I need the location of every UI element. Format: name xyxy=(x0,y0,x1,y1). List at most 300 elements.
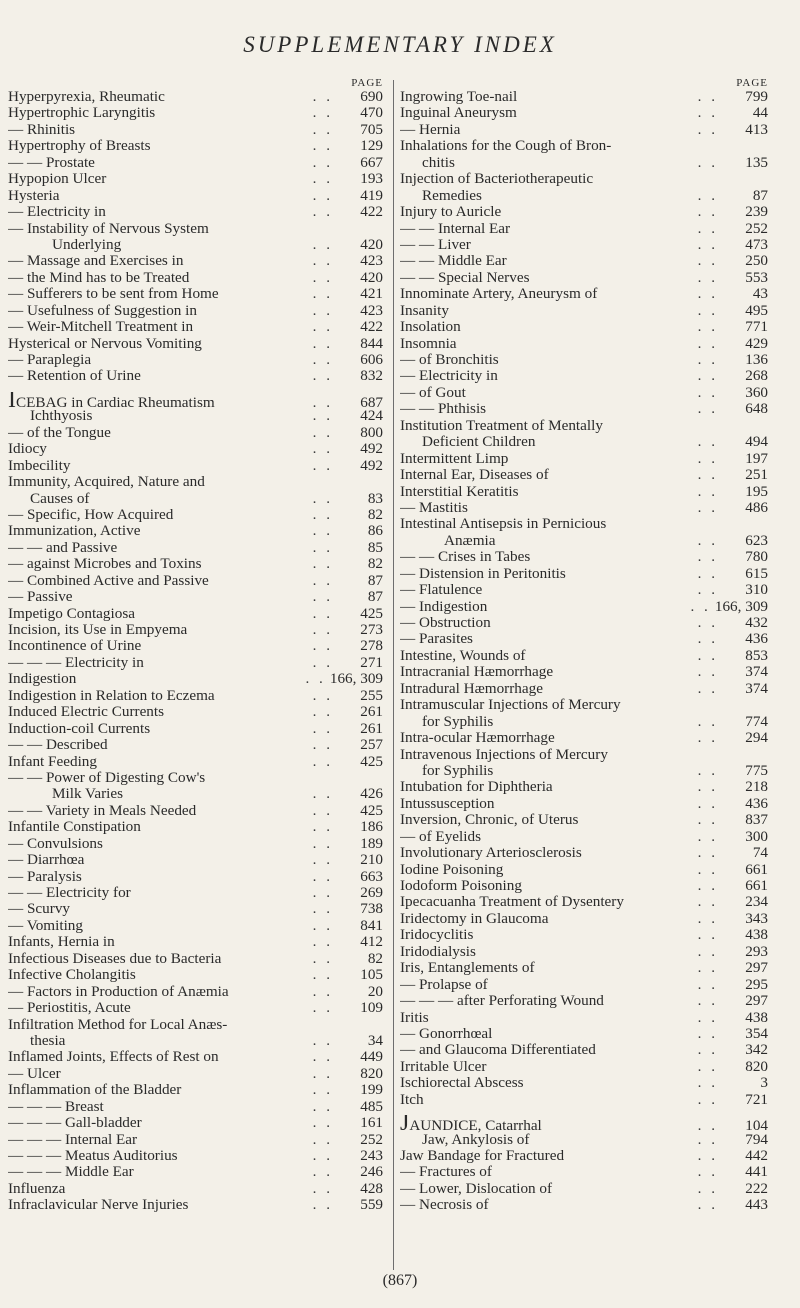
leader-dots: . . xyxy=(312,1048,333,1066)
entry-page: 85 xyxy=(367,538,383,556)
leader-dots: . . xyxy=(697,1179,718,1197)
index-entry xyxy=(8,885,385,901)
index-entry xyxy=(400,467,770,483)
entry-term: Underlying xyxy=(52,236,122,253)
left-column xyxy=(8,77,385,1214)
index-entry xyxy=(400,221,770,237)
entry-term: — the Mind has to be Treated xyxy=(8,269,190,286)
leader-dots: . . xyxy=(312,752,333,770)
entry-page: 661 xyxy=(745,860,768,878)
entry-term: Causes of xyxy=(30,490,90,507)
index-entry xyxy=(400,500,770,516)
entry-term: Inflammation of the Bladder xyxy=(8,1082,182,1099)
entry-page: 820 xyxy=(745,1057,768,1075)
entry-term: — — — Middle Ear xyxy=(8,1164,134,1181)
entry-term: Remedies xyxy=(422,187,482,204)
leader-dots: . . xyxy=(697,679,718,697)
entry-page: 252 xyxy=(360,1130,383,1148)
index-entry xyxy=(400,944,770,960)
index-entry xyxy=(8,221,385,237)
leader-dots: . . xyxy=(697,203,718,221)
index-entry xyxy=(8,155,385,171)
leader-dots: . . xyxy=(312,736,333,754)
entry-term: Iris, Entanglements of xyxy=(400,960,535,977)
entry-term: Intestinal Antisepsis in Pernicious xyxy=(400,516,607,533)
entry-term: — Parasites xyxy=(400,631,473,648)
leader-dots: . . xyxy=(697,1117,718,1135)
entry-page: 423 xyxy=(360,252,383,270)
entry-page: 423 xyxy=(360,301,383,319)
index-entry xyxy=(8,458,385,474)
entry-term: Irritable Ulcer xyxy=(400,1058,487,1075)
leader-dots: . . xyxy=(697,794,718,812)
entry-term: — Electricity in xyxy=(8,204,106,221)
leader-dots: . . xyxy=(312,588,333,606)
leader-dots: . . xyxy=(312,1147,333,1164)
leader-dots: . . xyxy=(312,456,333,474)
index-entry xyxy=(400,697,770,713)
entry-term: — Fractures of xyxy=(400,1164,492,1181)
index-entry xyxy=(8,352,385,368)
entry-term: Infectious Diseases due to Bacteria xyxy=(8,950,222,967)
index-entry xyxy=(8,138,385,154)
entry-term: Involutionary Arteriosclerosis xyxy=(400,845,582,862)
entry-term: Injection of Bacteriotherapeutic xyxy=(400,171,594,188)
index-entry xyxy=(8,967,385,983)
leader-dots: . . xyxy=(697,1008,718,1026)
leader-dots: . . xyxy=(697,433,718,451)
index-entry xyxy=(8,408,385,424)
entry-term: Iritis xyxy=(400,1009,429,1026)
entry-page: 360 xyxy=(745,383,768,401)
index-entry xyxy=(8,688,385,704)
entry-term: Ischiorectal Abscess xyxy=(400,1075,524,1092)
entry-page: 239 xyxy=(745,203,768,221)
entry-term: Hyperpyrexia, Rheumatic xyxy=(8,89,165,105)
index-entry xyxy=(400,829,770,845)
leader-dots: . . xyxy=(697,975,718,993)
entry-page: 841 xyxy=(360,916,383,934)
leader-dots: . . xyxy=(312,367,333,385)
leader-dots: . . xyxy=(697,1130,718,1148)
entry-term: — — Middle Ear xyxy=(400,253,507,270)
index-entry xyxy=(400,303,770,319)
entry-term: chitis xyxy=(422,154,455,171)
index-entry xyxy=(8,704,385,720)
entry-term: thesia xyxy=(30,1032,66,1049)
leader-dots: . . xyxy=(697,778,718,796)
entry-term: Inhalations for the Cough of Bron- xyxy=(400,138,612,155)
index-entry xyxy=(8,819,385,835)
entry-term: Infraclavicular Nerve Injuries xyxy=(8,1197,189,1214)
entry-page: 623 xyxy=(745,531,768,549)
entry-term: — Obstruction xyxy=(400,615,491,631)
index-entry xyxy=(400,714,770,730)
entry-page: 104 xyxy=(745,1117,768,1135)
entry-page: 705 xyxy=(360,120,383,138)
index-entry xyxy=(400,270,770,286)
entry-page: 129 xyxy=(360,137,383,155)
entry-page: 34 xyxy=(367,1031,383,1049)
entry-term: Infants, Hernia in xyxy=(8,934,115,951)
leader-dots: . . xyxy=(697,1057,718,1075)
entry-term: — — — Internal Ear xyxy=(8,1131,138,1148)
leader-dots: . . xyxy=(312,686,333,704)
leader-dots: . . xyxy=(312,1114,333,1132)
entry-page: 721 xyxy=(745,1090,768,1108)
entry-term: Inflamed Joints, Effects of Rest on xyxy=(8,1049,219,1066)
leader-dots: . . xyxy=(697,153,718,171)
entry-page: 343 xyxy=(745,909,768,927)
entry-term: — Necrosis of xyxy=(400,1197,489,1214)
index-entry xyxy=(400,894,770,910)
leader-dots: . . xyxy=(697,482,718,500)
leader-dots: . . xyxy=(312,318,333,336)
leader-dots: . . xyxy=(697,614,718,631)
leader-dots: . . xyxy=(697,548,718,566)
entry-page: 844 xyxy=(360,334,383,352)
entry-page: 438 xyxy=(745,1008,768,1026)
entry-page: 422 xyxy=(360,318,383,336)
entry-term: Inguinal Aneurysm xyxy=(400,105,517,122)
index-entry xyxy=(400,237,770,253)
entry-page: 3 xyxy=(760,1074,768,1092)
leader-dots: . . xyxy=(312,489,333,507)
index-entry xyxy=(400,336,770,352)
index-entry xyxy=(8,852,385,868)
index-entry xyxy=(8,1017,385,1033)
entry-term: Institution Treatment of Mentally xyxy=(400,417,603,434)
leader-dots: . . xyxy=(312,1081,333,1099)
entry-page: 663 xyxy=(360,867,383,885)
index-entry xyxy=(400,401,770,417)
entry-page: 310 xyxy=(745,581,768,599)
leader-dots: . . xyxy=(697,959,718,977)
entry-page: 269 xyxy=(360,884,383,901)
entry-page: 775 xyxy=(745,761,768,779)
entry-page: 441 xyxy=(745,1163,768,1181)
index-entry xyxy=(400,253,770,269)
leader-dots: . . xyxy=(312,351,333,368)
entry-page: 136 xyxy=(745,351,768,368)
entry-page: 250 xyxy=(745,252,768,270)
leader-dots: . . xyxy=(312,801,333,819)
leader-dots: . . xyxy=(697,88,718,105)
entry-page: 255 xyxy=(360,686,383,704)
entry-page: 853 xyxy=(745,646,768,664)
index-entry xyxy=(8,786,385,802)
entry-page: 105 xyxy=(360,966,383,984)
entry-term: — Prolapse of xyxy=(400,976,488,993)
page-column-heading: PAGE xyxy=(351,77,383,89)
entry-term: — Diarrhœa xyxy=(8,852,85,869)
leader-dots: . . xyxy=(690,597,711,615)
entry-page: 193 xyxy=(360,170,383,188)
entry-term: Infiltration Method for Local Anæs- xyxy=(8,1016,228,1033)
entry-page: 268 xyxy=(745,367,768,385)
entry-term: Hypopion Ulcer xyxy=(8,171,107,188)
entry-page: 413 xyxy=(745,120,768,138)
index-entry xyxy=(400,1010,770,1026)
leader-dots: . . xyxy=(312,268,333,286)
index-entry xyxy=(400,204,770,220)
entry-term: Infant Feeding xyxy=(8,753,97,770)
entry-page: 222 xyxy=(745,1179,768,1197)
leader-dots: . . xyxy=(697,564,718,582)
entry-page: 197 xyxy=(745,449,768,467)
index-entry xyxy=(8,934,385,950)
index-entry xyxy=(8,286,385,302)
index-entry xyxy=(400,1164,770,1180)
index-entry xyxy=(400,89,770,105)
entry-page: 425 xyxy=(360,801,383,819)
entry-page: 354 xyxy=(745,1024,768,1042)
entry-term: Anæmia xyxy=(444,532,496,549)
index-entry xyxy=(8,836,385,852)
index-entry xyxy=(8,573,385,589)
entry-page: 690 xyxy=(360,88,383,105)
index-entry xyxy=(8,1197,385,1213)
index-entry xyxy=(8,425,385,441)
index-entry xyxy=(8,1082,385,1098)
leader-dots: . . xyxy=(312,538,333,556)
leader-dots: . . xyxy=(697,1163,718,1181)
index-entry xyxy=(8,770,385,786)
index-entry xyxy=(400,516,770,532)
leader-dots: . . xyxy=(312,186,333,204)
index-entry xyxy=(400,533,770,549)
entry-term: Jaw Bandage for Fractured xyxy=(400,1148,565,1164)
leader-dots: . . xyxy=(697,1147,718,1164)
entry-page: 374 xyxy=(745,679,768,697)
index-entry xyxy=(400,878,770,894)
entry-page: 553 xyxy=(745,268,768,286)
leader-dots: . . xyxy=(312,440,333,458)
entry-page: 485 xyxy=(360,1097,383,1115)
leader-dots: . . xyxy=(312,407,333,425)
index-entry xyxy=(400,1148,770,1164)
index-entry xyxy=(400,927,770,943)
entry-page: 559 xyxy=(360,1196,383,1214)
entry-page: 166, 309 xyxy=(329,670,383,688)
entry-term: Intubation for Diphtheria xyxy=(400,779,553,796)
entry-term: Indigestion xyxy=(8,671,77,688)
index-entry xyxy=(400,993,770,1009)
index-entry xyxy=(8,540,385,556)
entry-page: 342 xyxy=(745,1041,768,1059)
leader-dots: . . xyxy=(312,1130,333,1148)
entry-term: — — — Electricity in xyxy=(8,654,144,671)
leader-dots: . . xyxy=(312,818,333,836)
index-entry xyxy=(400,566,770,582)
leader-dots: . . xyxy=(312,900,333,918)
leader-dots: . . xyxy=(697,761,718,779)
entry-page: 420 xyxy=(360,268,383,286)
leader-dots: . . xyxy=(312,423,333,441)
entry-term: Incision, its Use in Empyema xyxy=(8,622,188,638)
index-entry xyxy=(400,648,770,664)
leader-dots: . . xyxy=(312,170,333,188)
leader-dots: . . xyxy=(312,834,333,852)
index-entry xyxy=(8,391,385,412)
index-entry xyxy=(400,845,770,861)
entry-term: — Passive xyxy=(8,589,73,606)
entry-page: 166, 309 xyxy=(714,597,768,615)
leader-dots: . . xyxy=(697,581,718,599)
leader-dots: . . xyxy=(312,252,333,270)
index-entry xyxy=(400,796,770,812)
leader-dots: . . xyxy=(312,137,333,155)
entry-term: — Flatulence xyxy=(400,582,483,599)
entry-term: — of Bronchitis xyxy=(400,352,499,368)
leader-dots: . . xyxy=(312,203,333,221)
index-entry xyxy=(8,270,385,286)
entry-page: 667 xyxy=(360,153,383,171)
entry-page: 449 xyxy=(360,1048,383,1066)
index-entry xyxy=(400,582,770,598)
leader-dots: . . xyxy=(697,712,718,730)
leader-dots: . . xyxy=(697,1090,718,1108)
entry-page: 210 xyxy=(360,851,383,869)
entry-term: — Gonorrhœal xyxy=(400,1025,493,1042)
leader-dots: . . xyxy=(697,729,718,747)
leader-dots: . . xyxy=(697,860,718,878)
leader-dots: . . xyxy=(697,811,718,829)
leader-dots: . . xyxy=(697,334,718,352)
leader-dots: . . xyxy=(312,571,333,589)
leader-dots: . . xyxy=(305,670,326,688)
index-entry xyxy=(400,368,770,384)
index-entry xyxy=(8,105,385,121)
entry-term: Internal Ear, Diseases of xyxy=(400,467,549,484)
entry-page: 74 xyxy=(752,844,768,862)
leader-dots: . . xyxy=(697,498,718,516)
entry-page: 218 xyxy=(745,778,768,796)
entry-page: 771 xyxy=(745,318,768,336)
leader-dots: . . xyxy=(697,827,718,845)
index-entry xyxy=(8,606,385,622)
entry-term: Intermittent Limp xyxy=(400,450,509,467)
leader-dots: . . xyxy=(312,1196,333,1214)
index-entry xyxy=(8,721,385,737)
index-entry xyxy=(400,1075,770,1091)
leader-dots: . . xyxy=(697,219,718,237)
leader-dots: . . xyxy=(312,604,333,622)
entry-term: — Scurvy xyxy=(8,901,71,918)
entry-term: Ingrowing Toe-nail xyxy=(400,89,518,105)
entry-page: 87 xyxy=(367,588,383,606)
entry-term: Influenza xyxy=(8,1180,66,1197)
entry-term: — — Variety in Meals Needed xyxy=(8,802,197,819)
index-entry xyxy=(400,352,770,368)
entry-page: 246 xyxy=(360,1163,383,1181)
entry-term: Infective Cholangitis xyxy=(8,967,136,984)
entry-term: — — — Meatus Auditorius xyxy=(8,1148,178,1164)
index-entry xyxy=(400,631,770,647)
entry-page: 199 xyxy=(360,1081,383,1099)
leader-dots: . . xyxy=(697,646,718,664)
leader-dots: . . xyxy=(697,318,718,336)
entry-term: Interstitial Keratitis xyxy=(400,483,519,500)
entry-page: 661 xyxy=(745,877,768,894)
entry-term: — Periostitis, Acute xyxy=(8,1000,131,1017)
page-number: (867) xyxy=(382,1272,418,1289)
leader-dots: . . xyxy=(312,1064,333,1082)
entry-page: 799 xyxy=(745,88,768,105)
entry-term: — Mastitis xyxy=(400,499,468,516)
entry-page: 87 xyxy=(752,186,768,204)
entry-page: 443 xyxy=(745,1196,768,1214)
entry-term: Impetigo Contagiosa xyxy=(8,605,135,622)
entry-term: Intradural Hæmorrhage xyxy=(400,680,543,697)
entry-page: 412 xyxy=(360,933,383,951)
entry-term: Inversion, Chronic, of Uterus xyxy=(400,812,579,829)
entry-page: 470 xyxy=(360,104,383,122)
index-entry xyxy=(8,901,385,917)
section-gap xyxy=(400,1108,770,1115)
entry-term: Hysteria xyxy=(8,187,60,204)
entry-page: 438 xyxy=(745,926,768,944)
index-entry xyxy=(8,589,385,605)
entry-page: 278 xyxy=(360,637,383,655)
index-entry xyxy=(8,204,385,220)
entry-page: 436 xyxy=(745,630,768,648)
index-entry xyxy=(8,918,385,934)
index-entry xyxy=(8,869,385,885)
index-entry xyxy=(400,1181,770,1197)
entry-page: 295 xyxy=(745,975,768,993)
entry-term: — Combined Active and Passive xyxy=(8,572,209,589)
entry-term: Immunity, Acquired, Nature and xyxy=(8,474,205,491)
index-entry xyxy=(8,984,385,1000)
leader-dots: . . xyxy=(312,88,333,105)
leader-dots: . . xyxy=(697,367,718,385)
entry-page: 832 xyxy=(360,367,383,385)
index-entry xyxy=(8,622,385,638)
index-entry xyxy=(8,368,385,384)
leader-dots: . . xyxy=(312,785,333,803)
entry-term: — against Microbes and Toxins xyxy=(8,556,202,573)
entry-term: — Lower, Dislocation of xyxy=(400,1180,553,1197)
entry-term: Incontinence of Urine xyxy=(8,638,142,655)
index-entry xyxy=(8,523,385,539)
leader-dots: . . xyxy=(312,120,333,138)
index-entry xyxy=(8,671,385,687)
leader-dots: . . xyxy=(312,285,333,303)
index-entry xyxy=(8,188,385,204)
entry-term: — Ulcer xyxy=(8,1065,61,1082)
index-entry xyxy=(8,1181,385,1197)
entry-term: — Retention of Urine xyxy=(8,368,141,385)
entry-term: — of Eyelids xyxy=(400,828,481,845)
entry-term: — Paralysis xyxy=(8,868,82,885)
index-entry xyxy=(400,122,770,138)
leader-dots: . . xyxy=(312,1163,333,1181)
entry-page: 432 xyxy=(745,614,768,631)
leader-dots: . . xyxy=(697,992,718,1010)
leader-dots: . . xyxy=(312,916,333,934)
entry-term: — — Phthisis xyxy=(400,401,487,418)
entry-term: Iridectomy in Glaucoma xyxy=(400,910,549,927)
index-entry xyxy=(400,1132,770,1148)
entry-page: 837 xyxy=(745,811,768,829)
entry-page: 273 xyxy=(360,621,383,638)
index-entry xyxy=(400,599,770,615)
leader-dots: . . xyxy=(312,966,333,984)
right-column xyxy=(400,77,770,1214)
entry-term: — — — Gall-bladder xyxy=(8,1115,142,1132)
index-entry xyxy=(8,803,385,819)
